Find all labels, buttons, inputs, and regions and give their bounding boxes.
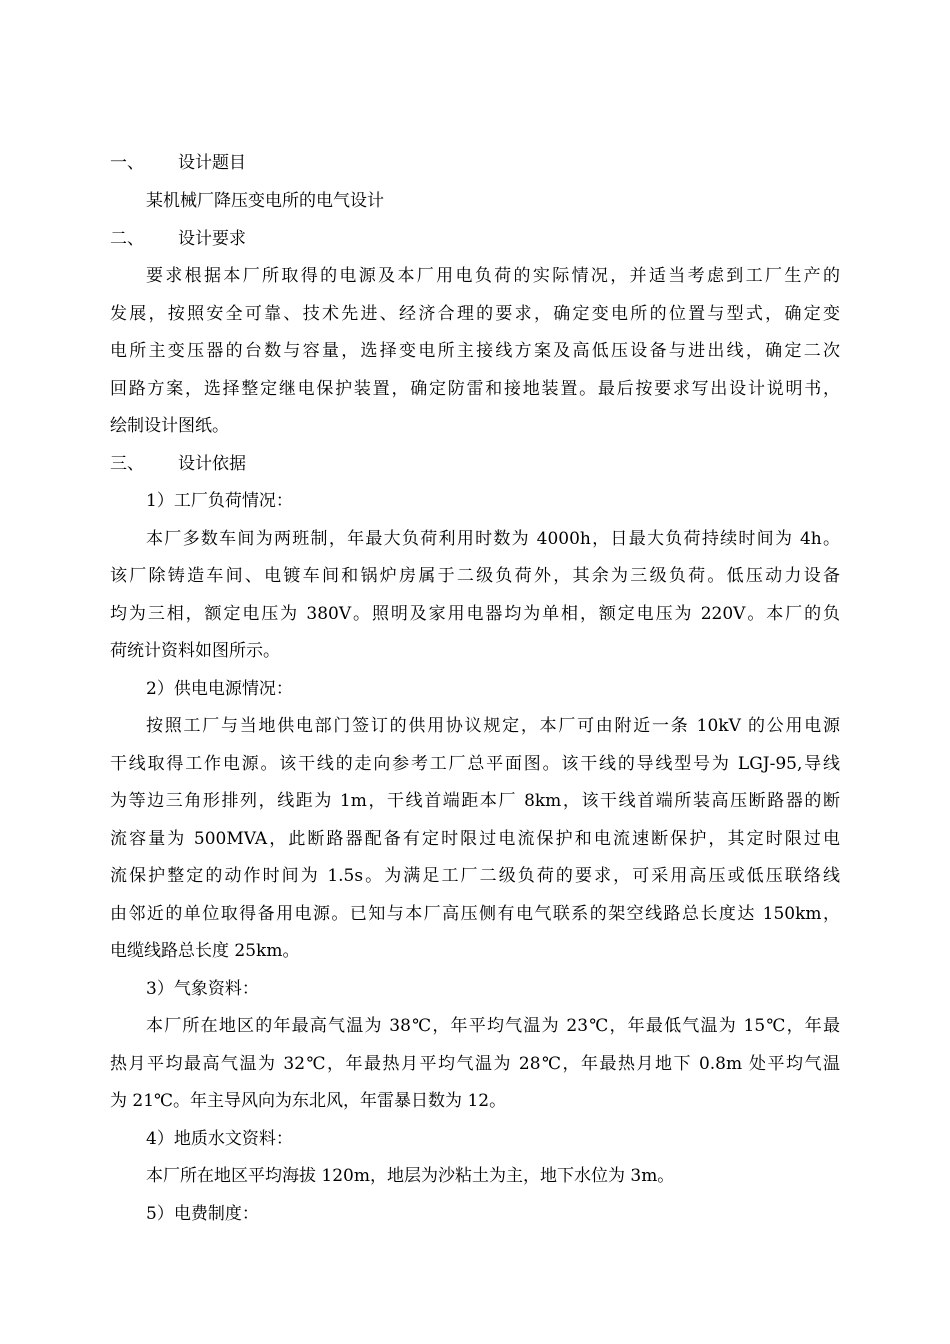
paragraph-line: 荷统计资料如图所示。: [110, 641, 280, 661]
paragraph-line: 本厂所在地区的年最高气温为 38℃，年平均气温为 23℃，年最低气温为 15℃，年最: [146, 1016, 840, 1036]
subsection-title: 4）地质水文资料：: [146, 1129, 293, 1149]
paragraph-line: 为等边三角形排列，线距为 1m，干线首端距本厂 8km，该干线首端所装高压断路器的断: [110, 791, 840, 811]
section-number: 二、: [110, 229, 144, 249]
section-title: 设计要求: [178, 229, 246, 249]
paragraph-line: 该厂除铸造车间、电镀车间和锅炉房属于二级负荷外，其余为三级负荷。低压动力设备: [110, 566, 840, 586]
paragraph-line: 为 21℃。年主导风向为东北风，年雷暴日数为 12。: [110, 1091, 507, 1111]
section-number: 三、: [110, 454, 144, 474]
subsection-title: 1）工厂负荷情况：: [146, 491, 293, 511]
paragraph-line: 电所主变压器的台数与容量，选择变电所主接线方案及高低压设备与进出线，确定二次: [110, 341, 840, 361]
paragraph-line: 均为三相，额定电压为 380V。照明及家用电器均为单相，额定电压为 220V。本厂的负: [110, 604, 840, 624]
subsection-title: 3）气象资料：: [146, 979, 259, 999]
paragraph-line: 发展，按照安全可靠、技术先进、经济合理的要求，确定变电所的位置与型式，确定变: [110, 304, 840, 324]
paragraph-line: 由邻近的单位取得备用电源。已知与本厂高压侧有电气联系的架空线路总长度达 150km，: [110, 904, 840, 924]
paragraph-line: 本厂多数车间为两班制，年最大负荷利用时数为 4000h，日最大负荷持续时间为 4h。: [146, 529, 840, 549]
subsection-title: 5）电费制度：: [146, 1204, 259, 1224]
subsection-title: 2）供电电源情况：: [146, 679, 293, 699]
section-title: 设计依据: [178, 454, 246, 474]
paragraph-line: 绘制设计图纸。: [110, 416, 229, 436]
section-number: 一、: [110, 153, 144, 173]
paragraph-line: 热月平均最高气温为 32℃，年最热月平均气温为 28℃，年最热月地下 0.8m 处平均气温: [110, 1054, 840, 1074]
paragraph-line: 回路方案，选择整定继电保护装置，确定防雷和接地装置。最后按要求写出设计说明书，: [110, 379, 840, 399]
paragraph-line: 流容量为 500MVA，此断路器配备有定时限过电流保护和电流速断保护，其定时限过电: [110, 829, 840, 849]
paragraph-line: 干线取得工作电源。该干线的走向参考工厂总平面图。该干线的导线型号为 LGJ-95,导线: [110, 754, 840, 774]
paragraph-line: 电缆线路总长度 25km。: [110, 941, 300, 961]
paragraph-line: 按照工厂与当地供电部门签订的供用协议规定，本厂可由附近一条 10kV 的公用电源: [146, 716, 840, 736]
paragraph-line: 要求根据本厂所取得的电源及本厂用电负荷的实际情况，并适当考虑到工厂生产的: [146, 266, 840, 286]
section-content: 某机械厂降压变电所的电气设计: [146, 191, 384, 211]
paragraph-line: 流保护整定的动作时间为 1.5s。为满足工厂二级负荷的要求，可采用高压或低压联络线: [110, 866, 840, 886]
paragraph-line: 本厂所在地区平均海拔 120m，地层为沙粘土为主，地下水位为 3m。: [146, 1166, 675, 1186]
section-title: 设计题目: [178, 153, 246, 173]
